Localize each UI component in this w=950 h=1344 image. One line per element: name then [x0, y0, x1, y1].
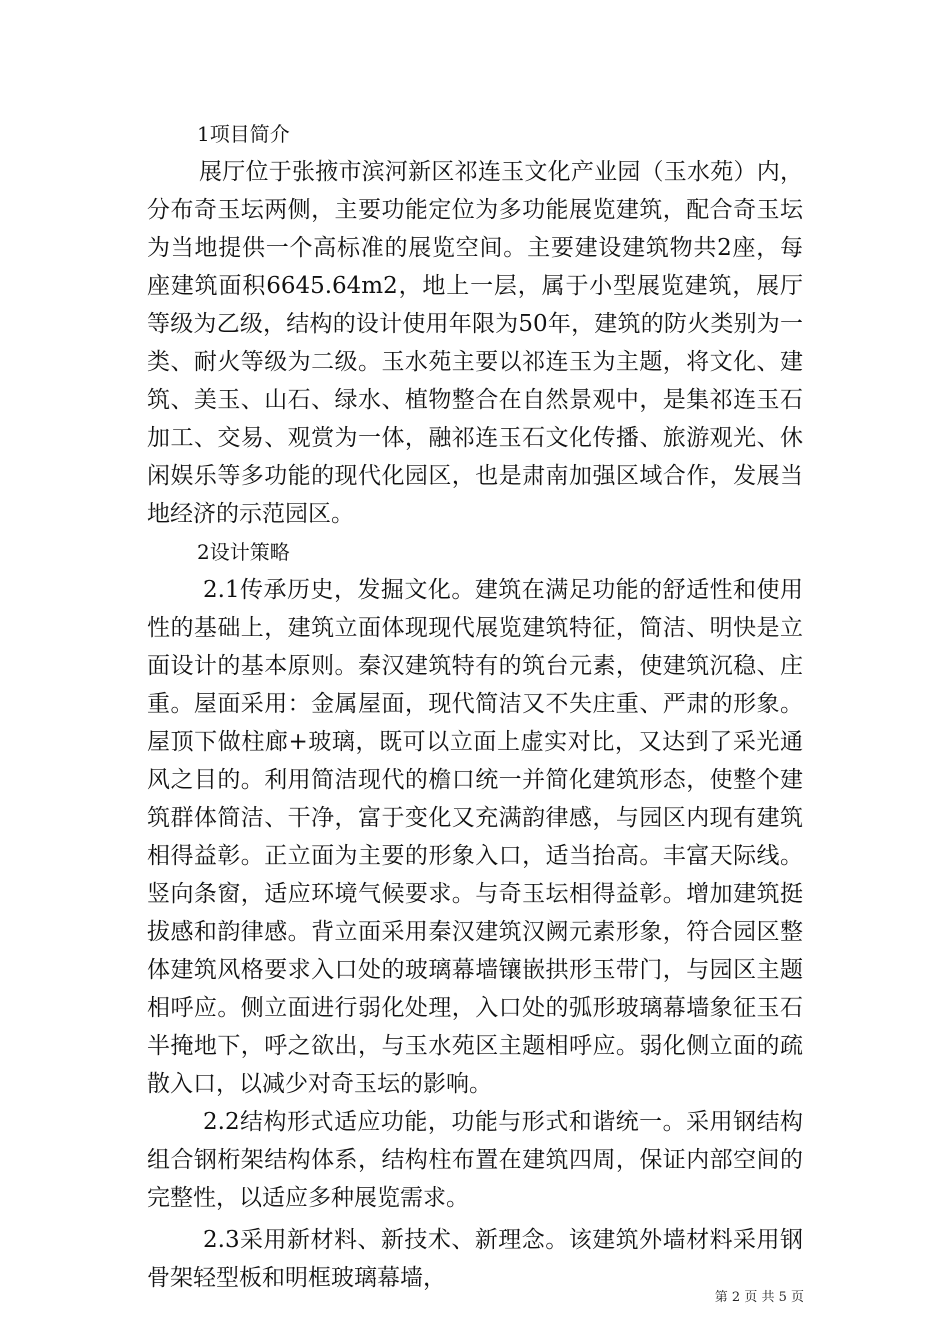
paragraph-strategy-2-1: 2.1传承历史，发掘文化。建筑在满足功能的舒适性和使用性的基础上，建筑立面体现现代展览建筑特征，简洁、明快是立面设计的基本原则。秦汉建筑特有的筑台元素，使建筑沉稳、庄重。屋面采用：金属屋面，现代简洁又不失庄重、严肃的形象。屋顶下做柱廊+玻璃，既可以立面上虚实对比，又达到了采光通风之目的。利用简洁现代的檐口统一并简化建筑形态，使整个建筑群体简洁、干净，富于变化又充满韵律感，与园区内现有建筑相得益彰。正立面为主要的形象入口，适当抬高。丰富天际线。竖向条窗，适应环境气候要求。与奇玉坛相得益彰。增加建筑挺拔感和韵律感。背立面采用秦汉建筑汉阙元素形象，符合园区整体建筑风格要求入口处的玻璃幕墙镶嵌拱形玉带门，与园区主题相呼应。侧立面进行弱化处理，入口处的弧形玻璃幕墙象征玉石半掩地下，呼之欲出，与玉水苑区主题相呼应。弱化侧立面的疏散入口，以减少对奇玉坛的影响。 — [147, 577, 803, 1097]
paragraph-strategy-2-2: 2.2结构形式适应功能，功能与形式和谐统一。采用钢结构组合钢桁架结构体系，结构柱布置在建筑四周，保证内部空间的完整性，以适应多种展览需求。 — [147, 1109, 803, 1211]
paragraph-project-intro: 展厅位于张掖市滨河新区祁连玉文化产业园（玉水苑）内，分布奇玉坛两侧，主要功能定位为多功能展览建筑，配合奇玉坛为当地提供一个高标准的展览空间。主要建设建筑物共2座，每座建筑面积6645.64m2，地上一层，属于小型展览建筑，展厅等级为乙级，结构的设计使用年限为50年，建筑的防火类别为一类、耐火等级为二级。玉水苑主要以祁连玉为主题，将文化、建筑、美玉、山石、绿水、植物整合在自然景观中，是集祁连玉石加工、交易、观赏为一体，融祁连玉石文化传播、旅游观光、休闲娱乐等多功能的现代化园区，也是肃南加强区域合作，发展当地经济的示范园区。 — [147, 159, 803, 527]
paragraph-strategy-2-3: 2.3采用新材料、新技术、新理念。该建筑外墙材料采用钢骨架轻型板和明框玻璃幕墙， — [147, 1227, 803, 1291]
document-body — [147, 115, 803, 1297]
section-heading-design-strategy: 2设计策略 — [197, 540, 290, 564]
section-heading-project-intro: 1项目简介 — [197, 122, 290, 146]
page-number-footer: 第 2 页 共 5 页 — [714, 1290, 804, 1305]
